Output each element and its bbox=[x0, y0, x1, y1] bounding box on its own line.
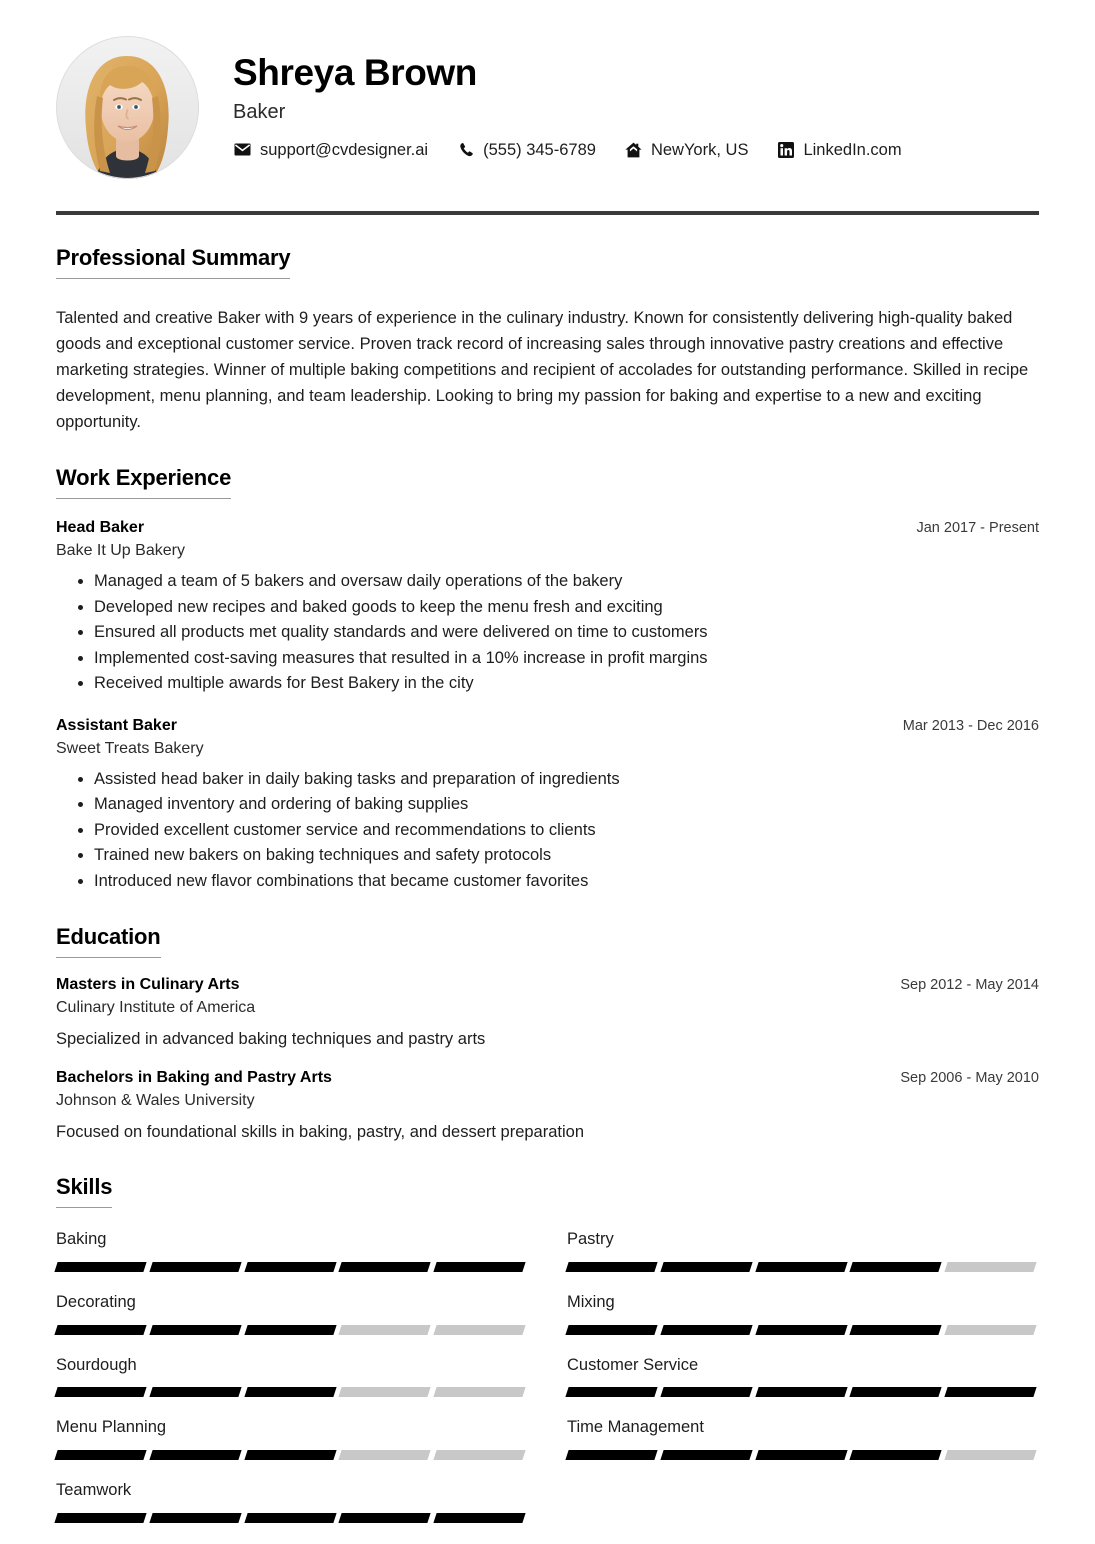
skill-segment-filled bbox=[149, 1513, 241, 1523]
skill-segment-empty bbox=[434, 1450, 526, 1460]
skill-item bbox=[567, 1293, 1039, 1335]
skill-segment-filled bbox=[850, 1450, 942, 1460]
education-school: Johnson & Wales University bbox=[56, 1092, 255, 1109]
contact-location[interactable] bbox=[624, 140, 749, 159]
work-bullet-list bbox=[56, 767, 1039, 895]
job-role: Baker bbox=[233, 101, 286, 124]
list-item: • Provided excellent customer service and recommendations to clients bbox=[94, 818, 1039, 844]
skill-segment-empty bbox=[945, 1450, 1037, 1460]
list-item: • Developed new recipes and baked goods to keep the menu fresh and exciting bbox=[94, 595, 1039, 621]
list-item: • Introduced new flavor combinations that became customer favorites bbox=[94, 869, 1039, 895]
education-school: Culinary Institute of America bbox=[56, 999, 256, 1016]
skill-rating-bar bbox=[56, 1387, 524, 1397]
work-entry-header bbox=[56, 717, 1039, 735]
education-entry-header bbox=[56, 976, 1039, 994]
skill-segment-filled bbox=[149, 1262, 241, 1272]
avatar bbox=[56, 36, 199, 179]
contact-linkedin[interactable] bbox=[776, 140, 901, 159]
skill-segment-filled bbox=[755, 1262, 847, 1272]
skill-segment-filled bbox=[54, 1450, 146, 1460]
work-job-title: Assistant Baker bbox=[56, 716, 177, 734]
list-item: • Implemented cost-saving measures that resulted in a 10% increase in profit margins bbox=[94, 646, 1039, 672]
skill-segment-filled bbox=[565, 1387, 657, 1397]
section-professional-summary bbox=[56, 245, 1039, 435]
skill-item bbox=[56, 1418, 567, 1460]
skill-rating-bar bbox=[567, 1387, 1035, 1397]
skill-segment-filled bbox=[565, 1450, 657, 1460]
skill-rating-bar bbox=[56, 1513, 524, 1523]
skill-segment-empty bbox=[339, 1387, 431, 1397]
skill-label: Mixing bbox=[567, 1292, 615, 1311]
skill-rating-bar bbox=[56, 1325, 524, 1335]
work-job-title: Head Baker bbox=[56, 519, 145, 536]
skill-segment-filled bbox=[54, 1262, 146, 1272]
skill-segment-empty bbox=[434, 1387, 526, 1397]
skill-segment-filled bbox=[660, 1450, 752, 1460]
skill-rating-bar bbox=[56, 1262, 524, 1272]
education-description: Focused on foundational skills in baking, pastry, and dessert preparation bbox=[56, 1123, 585, 1141]
list-item: • Assisted head baker in daily baking tasks and preparation of ingredients bbox=[94, 767, 1039, 793]
skill-label: Pastry bbox=[567, 1230, 614, 1248]
skill-rating-bar bbox=[567, 1262, 1035, 1272]
skill-segment-filled bbox=[434, 1262, 526, 1272]
skill-rating-bar bbox=[567, 1450, 1035, 1460]
contact-location-text: NewYork, US bbox=[650, 140, 749, 159]
education-date-range: Sep 2012 - May 2014 bbox=[900, 977, 1039, 993]
section-heading-summary: Professional Summary bbox=[56, 245, 290, 279]
work-date-range: Mar 2013 - Dec 2016 bbox=[902, 717, 1039, 734]
skill-segment-empty bbox=[945, 1262, 1037, 1272]
skill-segment-empty bbox=[339, 1450, 431, 1460]
section-heading-skills: Skills bbox=[56, 1174, 112, 1208]
skill-segment-filled bbox=[755, 1387, 847, 1397]
skill-segment-filled bbox=[850, 1387, 942, 1397]
skill-segment-filled bbox=[660, 1325, 752, 1335]
skill-label: Baking bbox=[56, 1230, 107, 1248]
section-skills bbox=[56, 1174, 1039, 1544]
skill-item bbox=[56, 1293, 567, 1335]
skill-label: Time Management bbox=[567, 1418, 704, 1437]
skill-item bbox=[567, 1418, 1039, 1460]
work-company: Bake It Up Bakery bbox=[56, 542, 185, 559]
summary-text: Talented and creative Baker with 9 years of experience in the culinary industry. Known for consistently delivering high-quality baked goods and exceptional customer service. Proven track record of increasing sales through innovative pastry creations and effective marketing strategies. Winner of multiple baking competitions and recipient of accolades for outstanding performance. Skilled in recipe development, menu planning, and team leadership. Looking to bring my passion for baking and expertise to a new and exciting opportunity. bbox=[56, 309, 1029, 431]
education-description: Specialized in advanced baking techniques and pastry arts bbox=[56, 1030, 486, 1048]
skill-label: Decorating bbox=[56, 1292, 136, 1311]
section-work-experience bbox=[56, 465, 1039, 894]
list-item: • Managed a team of 5 bakers and oversaw daily operations of the bakery bbox=[94, 569, 1039, 595]
skill-segment-filled bbox=[850, 1262, 942, 1272]
skill-segment-filled bbox=[54, 1325, 146, 1335]
skill-segment-filled bbox=[434, 1513, 526, 1523]
skill-item bbox=[56, 1356, 567, 1398]
skill-segment-filled bbox=[149, 1325, 241, 1335]
work-entry bbox=[56, 717, 1039, 895]
skill-segment-filled bbox=[244, 1262, 336, 1272]
resume-header bbox=[56, 0, 1039, 179]
work-company: Sweet Treats Bakery bbox=[56, 739, 204, 757]
skill-label: Customer Service bbox=[567, 1355, 699, 1374]
education-entry bbox=[56, 1069, 1039, 1144]
page-title: Shreya Brown bbox=[233, 52, 477, 93]
phone-icon bbox=[456, 140, 475, 159]
home-icon bbox=[624, 140, 643, 159]
skill-segment-filled bbox=[565, 1262, 657, 1272]
envelope-icon bbox=[233, 140, 252, 159]
section-heading-work: Work Experience bbox=[56, 465, 231, 499]
work-entry-header bbox=[56, 519, 1039, 537]
skill-item bbox=[567, 1230, 1039, 1272]
contact-linkedin-text: LinkedIn.com bbox=[803, 140, 902, 159]
skill-label: Sourdough bbox=[56, 1355, 137, 1374]
work-entry bbox=[56, 519, 1039, 697]
skill-segment-filled bbox=[244, 1450, 336, 1460]
skill-segment-filled bbox=[660, 1262, 752, 1272]
skill-item bbox=[567, 1356, 1039, 1398]
skill-segment-filled bbox=[54, 1513, 146, 1523]
work-bullet-list bbox=[56, 569, 1039, 697]
education-degree: Bachelors in Baking and Pastry Arts bbox=[56, 1069, 332, 1086]
skill-rating-bar bbox=[567, 1325, 1035, 1335]
skill-segment-filled bbox=[755, 1450, 847, 1460]
skill-segment-filled bbox=[244, 1387, 336, 1397]
skill-segment-filled bbox=[149, 1450, 241, 1460]
skill-segment-filled bbox=[945, 1387, 1037, 1397]
skill-segment-filled bbox=[244, 1513, 336, 1523]
contact-email[interactable] bbox=[233, 140, 428, 159]
skill-label: Teamwork bbox=[56, 1481, 132, 1500]
education-degree: Masters in Culinary Arts bbox=[56, 976, 240, 993]
skill-segment-empty bbox=[339, 1325, 431, 1335]
header-text-block bbox=[199, 36, 1039, 159]
skill-item bbox=[56, 1230, 567, 1272]
skill-rating-bar bbox=[56, 1450, 524, 1460]
work-date-range: Jan 2017 - Present bbox=[916, 520, 1039, 536]
contact-email-text: support@cvdesigner.ai bbox=[260, 140, 429, 159]
contact-list bbox=[233, 140, 1039, 159]
list-item: • Received multiple awards for Best Bakery in the city bbox=[94, 671, 1039, 697]
header-divider bbox=[56, 211, 1039, 215]
skill-segment-filled bbox=[850, 1325, 942, 1335]
education-entry-header bbox=[56, 1069, 1039, 1087]
skill-item bbox=[56, 1481, 567, 1523]
skill-segment-filled bbox=[149, 1387, 241, 1397]
education-entry bbox=[56, 976, 1039, 1051]
linkedin-icon bbox=[776, 140, 795, 159]
skill-segment-filled bbox=[755, 1325, 847, 1335]
contact-phone-text: (555) 345-6789 bbox=[483, 140, 596, 159]
list-item: • Ensured all products met quality standards and were delivered on time to customers bbox=[94, 620, 1039, 646]
skill-segment-empty bbox=[945, 1325, 1037, 1335]
education-date-range: Sep 2006 - May 2010 bbox=[900, 1070, 1039, 1086]
skill-segment-filled bbox=[660, 1387, 752, 1397]
list-item: • Managed inventory and ordering of baking supplies bbox=[94, 792, 1039, 818]
section-heading-education: Education bbox=[56, 924, 161, 958]
skill-segment-filled bbox=[244, 1325, 336, 1335]
skill-segment-filled bbox=[339, 1513, 431, 1523]
skill-segment-filled bbox=[339, 1262, 431, 1272]
skill-segment-filled bbox=[565, 1325, 657, 1335]
skill-segment-filled bbox=[54, 1387, 146, 1397]
skills-grid bbox=[56, 1230, 1039, 1544]
section-education bbox=[56, 924, 1039, 1144]
skill-segment-empty bbox=[434, 1325, 526, 1335]
contact-phone[interactable] bbox=[456, 140, 596, 159]
list-item: • Trained new bakers on baking techniques and safety protocols bbox=[94, 843, 1039, 869]
skill-label: Menu Planning bbox=[56, 1418, 167, 1437]
